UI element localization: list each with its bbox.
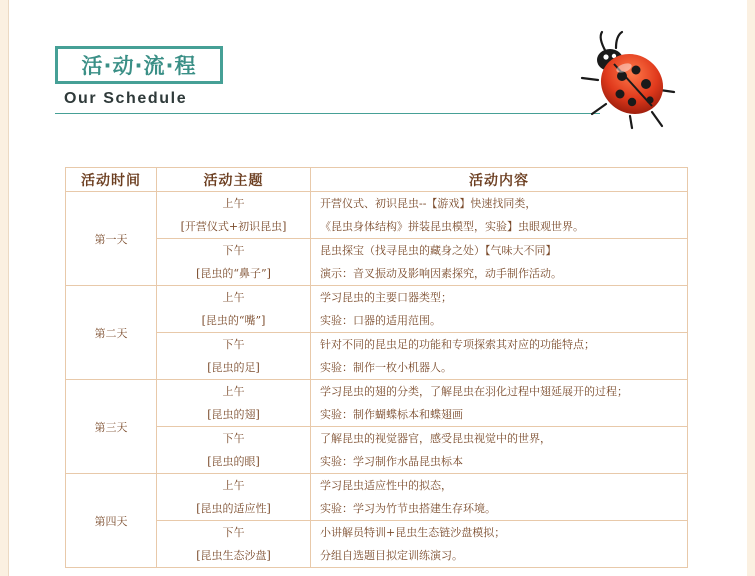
- theme-cell: [157, 333, 311, 380]
- content-line: 开营仪式、初识昆虫--【游戏】快速找同类，: [320, 197, 537, 210]
- page-margin-right: [747, 0, 755, 576]
- content-cell: [311, 239, 688, 286]
- header-theme: 活动主题: [157, 168, 311, 192]
- table-row: [66, 474, 688, 521]
- theme-label: [昆虫的“嘴”]: [201, 314, 266, 327]
- table-header-row: [66, 168, 688, 192]
- content-line: 实验：制作蝴蝶标本和蝶翅画: [320, 408, 463, 421]
- content-line: 学习昆虫的翅的分类，了解昆虫在羽化过程中翅延展开的过程；: [320, 385, 628, 398]
- theme-cell: [157, 427, 311, 474]
- period-label: 上午: [222, 479, 245, 492]
- table-row: [66, 286, 688, 333]
- header-content: 活动内容: [311, 168, 688, 192]
- theme-label: [开营仪式+初识昆虫]: [180, 220, 287, 233]
- theme-cell: [157, 521, 311, 568]
- page-margin-left: [0, 0, 8, 576]
- day-cell: 第三天: [66, 380, 157, 474]
- content-line: 实验：学习制作水晶昆虫标本: [320, 455, 463, 468]
- period-label: 下午: [222, 526, 245, 539]
- theme-label: [昆虫的“鼻子”]: [196, 267, 271, 280]
- period-label: 上午: [222, 197, 245, 210]
- theme-cell: [157, 474, 311, 521]
- content-line: 《昆虫身体结构》拼装昆虫模型，实验】虫眼观世界。: [320, 220, 584, 233]
- theme-label: [昆虫的足]: [207, 361, 260, 374]
- theme-label: [昆虫的适应性]: [196, 502, 271, 515]
- period-label: 上午: [222, 385, 245, 398]
- section-subtitle: Our Schedule: [64, 90, 188, 107]
- day-cell: 第四天: [66, 474, 157, 568]
- content-line: 实验：学习为竹节虫搭建生存环境。: [320, 502, 496, 515]
- day-cell: 第二天: [66, 286, 157, 380]
- header-time: 活动时间: [66, 168, 157, 192]
- period-label: 上午: [222, 291, 245, 304]
- day-cell: 第一天: [66, 192, 157, 286]
- theme-label: [昆虫生态沙盘]: [196, 549, 271, 562]
- period-label: 下午: [222, 244, 245, 257]
- theme-cell: [157, 239, 311, 286]
- content-cell: [311, 427, 688, 474]
- theme-cell: [157, 286, 311, 333]
- content-line: 小讲解员特训+昆虫生态链沙盘模拟；: [320, 526, 506, 539]
- content-cell: [311, 192, 688, 239]
- schedule-table: [65, 167, 688, 568]
- period-label: 下午: [222, 432, 245, 445]
- theme-cell: [157, 380, 311, 427]
- content-cell: [311, 333, 688, 380]
- table-row: [66, 333, 688, 380]
- content-cell: [311, 380, 688, 427]
- content-cell: [311, 474, 688, 521]
- content-line: 昆虫探宝（找寻昆虫的藏身之处）【气味大不同】: [320, 244, 557, 257]
- table-row: [66, 380, 688, 427]
- theme-label: [昆虫的眼]: [207, 455, 260, 468]
- content-line: 学习昆虫的主要口器类型；: [320, 291, 452, 304]
- table-row: [66, 239, 688, 286]
- period-label: 下午: [222, 338, 245, 351]
- table-row: [66, 192, 688, 239]
- section-title: 活·动·流·程: [55, 46, 223, 84]
- content-line: 分组自选题目拟定训练演习。: [320, 549, 463, 562]
- content-cell: [311, 521, 688, 568]
- title-divider: [55, 113, 600, 114]
- content-line: 针对不同的昆虫足的功能和专项探索其对应的功能特点；: [320, 338, 595, 351]
- content-line: 演示：音叉振动及影响因素探究，动手制作活动。: [320, 267, 562, 280]
- theme-label: [昆虫的翅]: [207, 408, 260, 421]
- table-row: [66, 427, 688, 474]
- table-row: [66, 521, 688, 568]
- content-line: 学习昆虫适应性中的拟态，: [320, 479, 452, 492]
- theme-cell: [157, 192, 311, 239]
- ladybug-icon: [576, 30, 676, 130]
- content-line: 实验：口器的适用范围。: [320, 314, 441, 327]
- content-line: 实验：制作一枚小机器人。: [320, 361, 452, 374]
- content-cell: [311, 286, 688, 333]
- content-line: 了解昆虫的视觉器官，感受昆虫视觉中的世界，: [320, 432, 551, 445]
